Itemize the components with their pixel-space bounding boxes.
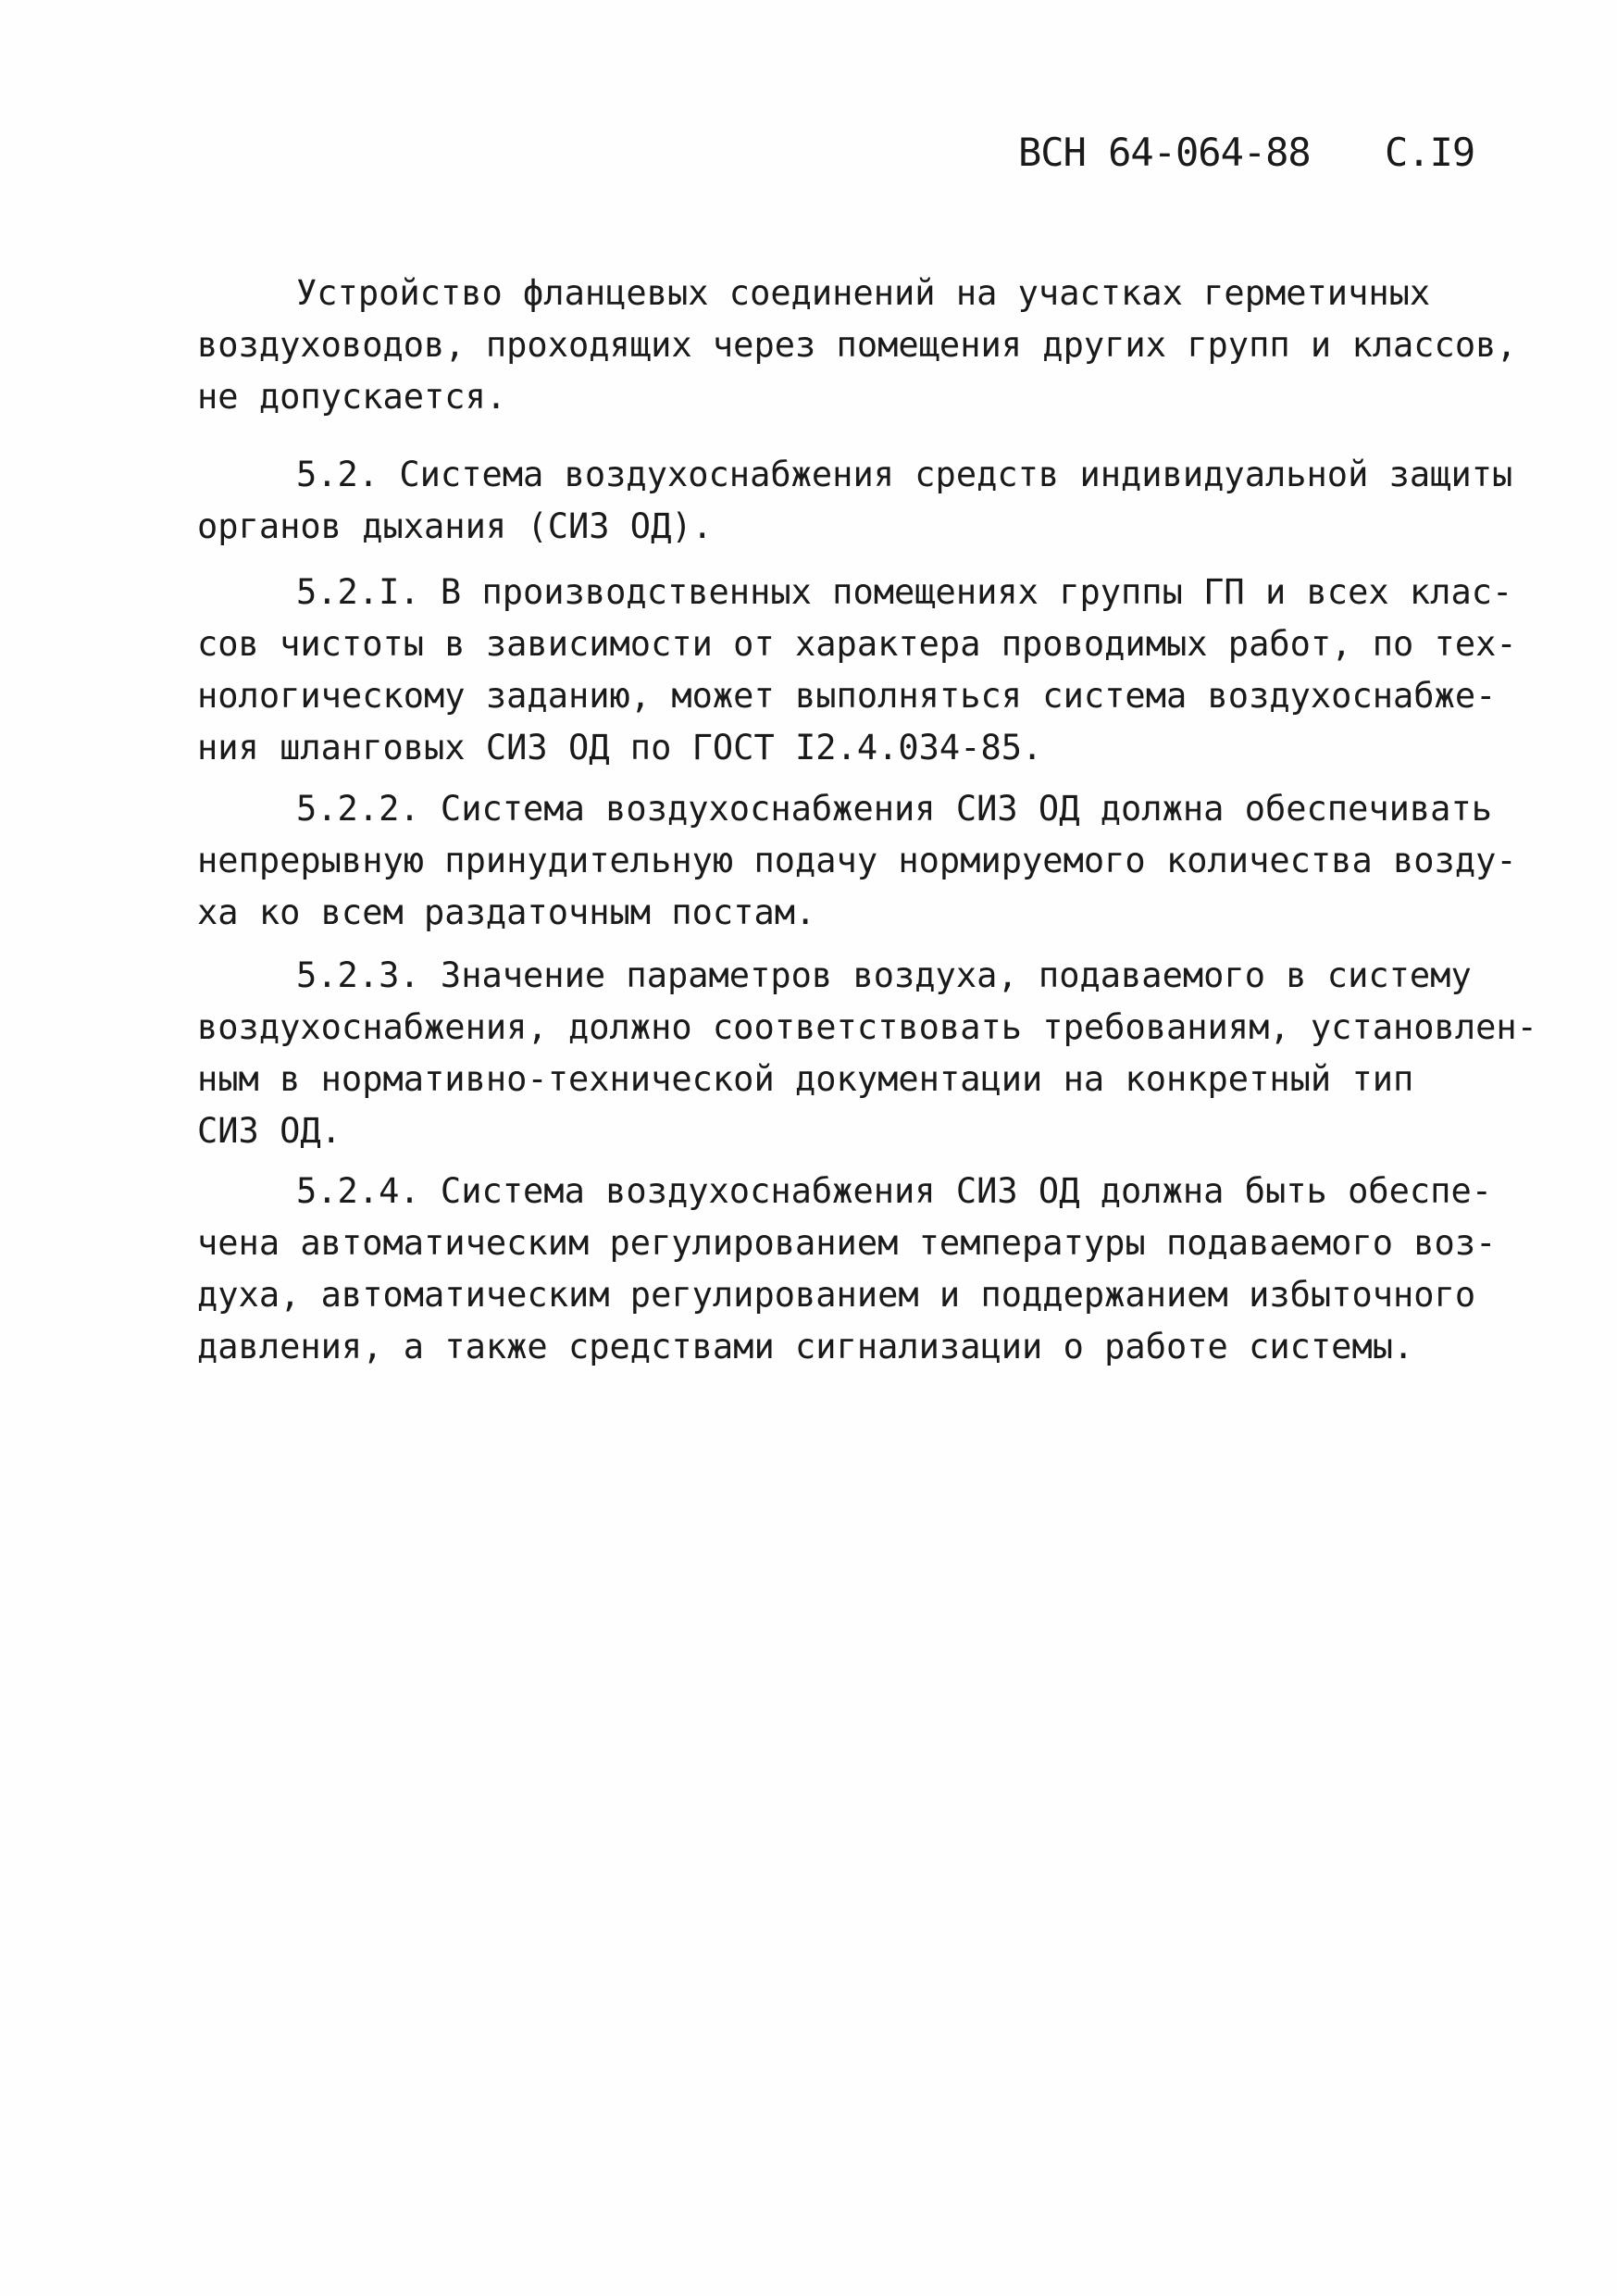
text-line: 5.2.3. Значение параметров воздуха, подаваемого в систему <box>296 955 1472 995</box>
page-number: С.I9 <box>1385 130 1475 175</box>
text-line: нологическому заданию, может выполняться система воздухоснабже- <box>197 676 1497 716</box>
text-line: духа, автоматическим регулированием и поддержанием избыточного <box>197 1275 1476 1315</box>
text-line: давления, а также средствами сигнализации о работе системы. <box>197 1327 1414 1366</box>
text-line: ха ко всем раздаточным постам. <box>197 892 816 932</box>
text-line: ным в нормативно-технической документации на конкретный тип <box>197 1059 1414 1099</box>
text-line: чена автоматическим регулированием температуры подаваемого воз- <box>197 1223 1497 1263</box>
text-line: 5.2.4. Система воздухоснабжения СИЗ ОД должна быть обеспе- <box>296 1171 1493 1211</box>
text-line: 5.2. Система воздухоснабжения средств индивидуальной защиты <box>296 455 1513 494</box>
text-line: воздуховодов, проходящих через помещения других групп и классов, <box>197 325 1517 365</box>
text-line: ния шланговых СИЗ ОД по ГОСТ I2.4.034-85. <box>197 728 1043 767</box>
page-header <box>1018 130 1481 175</box>
document-code: ВСН 64-064-88 <box>1018 130 1311 175</box>
text-line: органов дыхания (СИЗ ОД). <box>197 506 713 546</box>
text-line: 5.2.I. В производственных помещениях группы ГП и всех клас- <box>296 572 1513 612</box>
text-line: 5.2.2. Система воздухоснабжения СИЗ ОД должна обеспечивать <box>296 789 1493 829</box>
text-line: непрерывную принудительную подачу нормируемого количества возду- <box>197 841 1517 880</box>
text-line: Устройство фланцевых соединений на участках герметичных <box>296 273 1431 313</box>
text-line: СИЗ ОД. <box>197 1111 342 1151</box>
text-line: сов чистоты в зависимости от характера проводимых работ, по тех- <box>197 624 1517 664</box>
text-line: не допускается. <box>197 377 507 417</box>
text-line: воздухоснабжения, должно соответствовать требованиям, установлен- <box>197 1007 1537 1047</box>
